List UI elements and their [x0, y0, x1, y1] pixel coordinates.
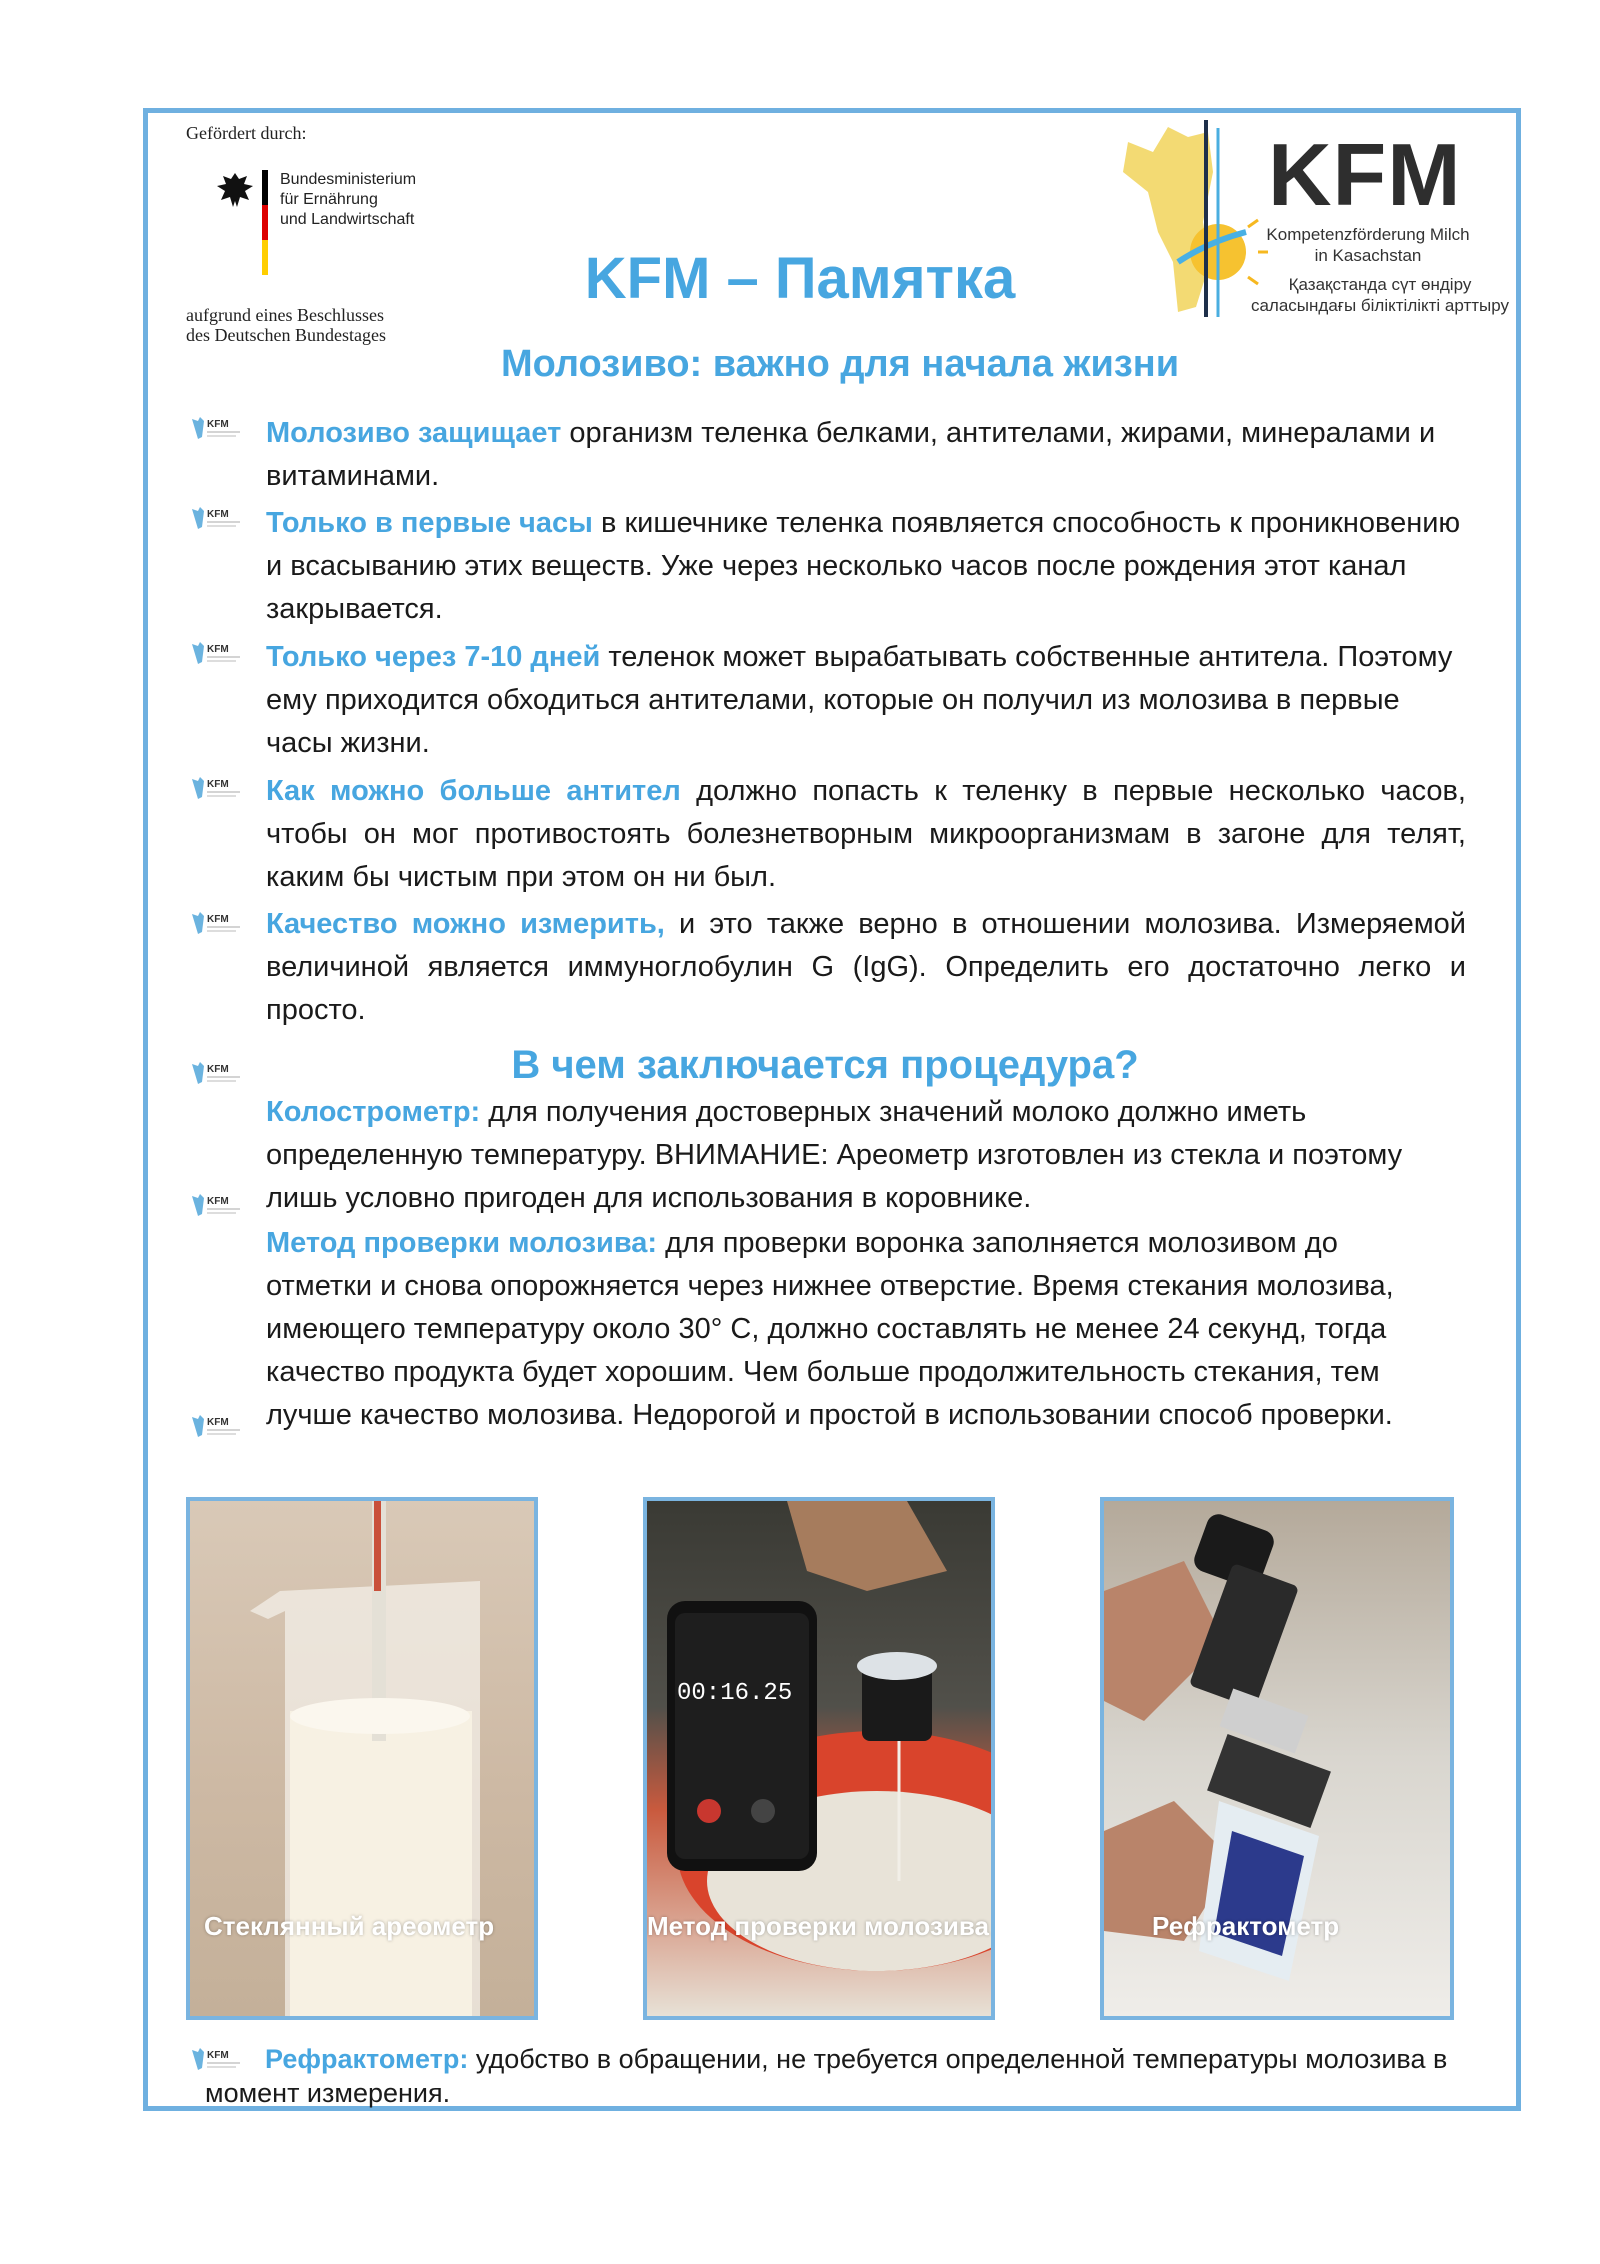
- photo-caption: Стеклянный ареометр: [204, 1911, 495, 1941]
- funnel-test-illustration: [647, 1501, 995, 2020]
- procedure-paragraph: [266, 1222, 1446, 1437]
- kfm-bullet-icon: [190, 640, 246, 668]
- photo-caption: Рефрактометр: [1152, 1911, 1340, 1941]
- svg-text:KFM: KFM: [207, 644, 229, 655]
- bullet-highlight: Только в первые часы: [266, 507, 593, 539]
- refractometer-illustration: [1104, 1501, 1454, 2020]
- procedure-text: для получения достоверных значений молоко должно иметь определенную температуру. ВНИМАНИЕ: Ареометр изготовлен из стекла и поэтому лишь условно пригоден для использования в коровнике.: [266, 1096, 1403, 1214]
- bullet-text: организм теленка белками, антителами, жирами, минералами и витаминами.: [266, 417, 1436, 492]
- page-subtitle: Молозиво: важно для начала жизни: [500, 343, 1180, 385]
- svg-text:KFM: KFM: [207, 1417, 229, 1428]
- ministry-name: Bundesministerium für Ernährung und Landwirtschaft: [280, 171, 417, 228]
- bullet-highlight: Молозиво защищает: [266, 417, 562, 449]
- bullet-paragraph: [266, 770, 1466, 899]
- procedure-text: для проверки воронка заполняется молозивом до отметки и снова опорожняется через нижнее отверстие. Время стекания молозива, имеющего температуру около 30° С, должно составлять не менее 24 секунд, тогда качество продукта будет хорошим. Чем больше продолжительность стекания, тем лучше качество молозива. Недорогой и простой в использовании способ проверки.: [266, 1227, 1394, 1431]
- photo-colostrum-test: [643, 1497, 995, 2020]
- bullet-text: теленок может вырабатывать собственные антитела. Поэтому ему приходится обходиться антителами, которые он получил из молозива в первые часы жизни.: [266, 641, 1453, 759]
- procedure-heading: В чем заключается процедура?: [511, 1043, 1139, 1087]
- procedure-highlight: Метод проверки молозива:: [266, 1227, 658, 1259]
- kfm-subtitle-kz: Қазақстанда сүт өндіру саласындағы біліктілікті арттыру: [1250, 275, 1510, 315]
- svg-text:KFM: KFM: [207, 2050, 229, 2061]
- kfm-bullet-icon: [190, 1192, 246, 1220]
- kfm-bullet-icon: [190, 415, 246, 443]
- footer-highlight: Рефрактометр:: [265, 2044, 469, 2074]
- bullet-paragraph: [266, 412, 1466, 498]
- bullet-highlight: Только через 7-10 дней: [266, 641, 601, 673]
- kfm-bullet-icon: [190, 505, 246, 533]
- funded-by-label: Gefördert durch:: [186, 123, 307, 143]
- bullet-highlight: Качество можно измерить,: [266, 908, 665, 940]
- bullet-highlight: Как можно больше антител: [266, 775, 681, 807]
- procedure-highlight: Колострометр:: [266, 1096, 481, 1128]
- svg-text:KFM: KFM: [207, 509, 229, 520]
- bullet-text: и это также верно в отношении молозива. Измеряемой величиной является иммуноглобулин G (IgG). Определить его достаточно легко и просто.: [266, 908, 1466, 1026]
- kfm-logo-text: KFM: [1268, 125, 1462, 224]
- svg-text:KFM: KFM: [207, 914, 229, 925]
- photo-caption: Метод проверки молозива: [647, 1911, 989, 1941]
- svg-text:KFM: KFM: [207, 419, 229, 430]
- footer-paragraph: [205, 2042, 1465, 2110]
- kfm-bullet-icon: [190, 910, 246, 938]
- bullet-paragraph: [266, 903, 1466, 1032]
- kfm-bullet-icon: [190, 1413, 246, 1441]
- kfm-bullet-icon: [190, 775, 246, 803]
- photo-refractometer: [1100, 1497, 1454, 2020]
- bundestag-decision: aufgrund eines Beschlusses des Deutschen Bundestages: [186, 305, 386, 345]
- bullet-paragraph: [266, 502, 1466, 631]
- footer-text: удобство в обращении, не требуется определенной температуры молозива в момент измерения.: [205, 2044, 1448, 2108]
- timer-readout: 00:16.25: [677, 1680, 793, 1707]
- bullet-paragraph: [266, 636, 1466, 765]
- federal-eagle-icon: [214, 170, 256, 210]
- procedure-paragraph: [266, 1091, 1446, 1220]
- kfm-subtitle-de: Kompetenzförderung Milch in Kasachstan: [1266, 225, 1470, 265]
- photo-glass-hydrometer: [186, 1497, 538, 2020]
- hydrometer-illustration: [190, 1501, 538, 2020]
- svg-text:KFM: KFM: [207, 779, 229, 790]
- bullet-text: в кишечнике теленка появляется способность к проникновению и всасыванию этих веществ. Уже через несколько часов после рождения этот канал закрывается.: [266, 507, 1461, 625]
- svg-text:KFM: KFM: [207, 1196, 229, 1207]
- bullet-text: должно попасть к теленку в первые несколько часов, чтобы он мог противостоять болезнетворным микроорганизмам в загоне для телят, каким бы чистым при этом он ни был.: [266, 775, 1466, 893]
- page-title: KFM – Памятка: [584, 246, 1016, 311]
- svg-text:KFM: KFM: [207, 1064, 229, 1075]
